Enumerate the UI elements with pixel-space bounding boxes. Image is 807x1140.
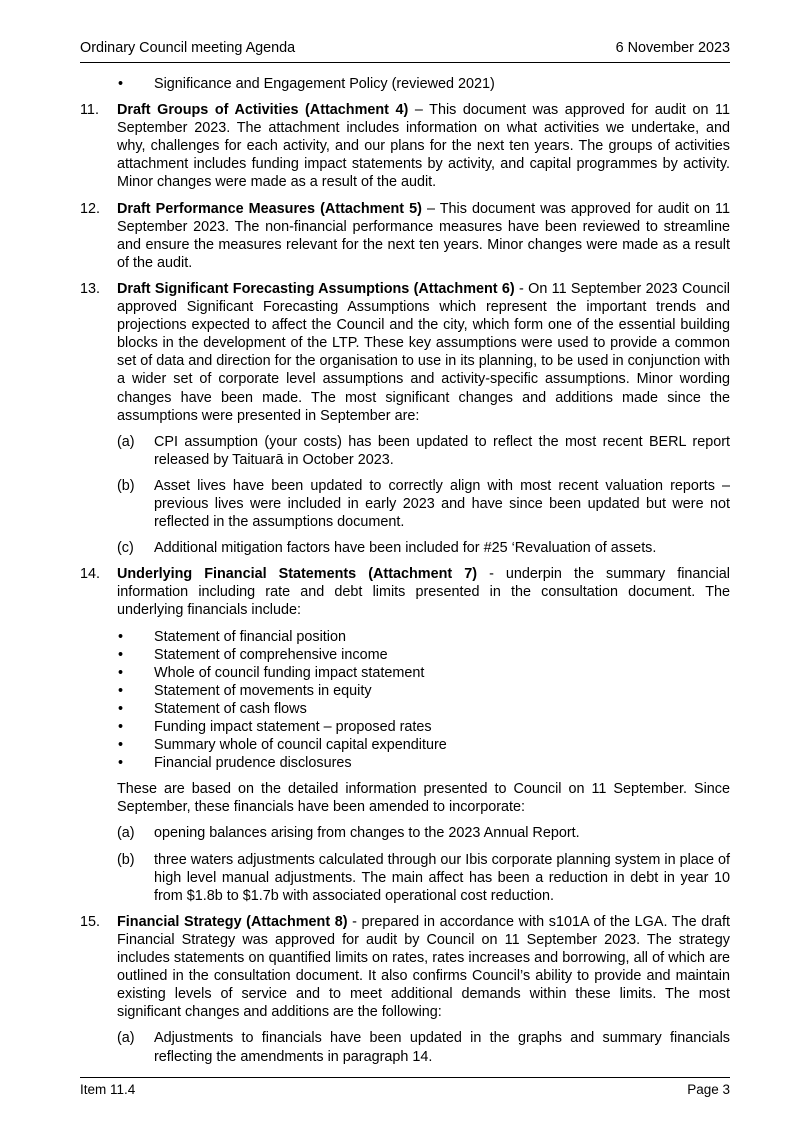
list-item: • Statement of comprehensive income (118, 646, 388, 663)
header-title: Ordinary Council meeting Agenda (80, 40, 296, 56)
sub-item-letter: (b) (117, 477, 135, 494)
paragraph-number: 15. (80, 913, 101, 930)
paragraph-text: – This document was approved for audit on 11 September 2023. The non-financial performance measures have been reviewed to streamline and ensure the measures relevant for the next ten years. Minor changes were made as a result of the audit. (117, 200, 730, 271)
bullet-icon: • (118, 755, 124, 772)
paragraph-14 (80, 565, 730, 619)
list-item: • Statement of financial position (118, 628, 346, 645)
header-divider (80, 62, 730, 63)
sub-item (80, 824, 730, 842)
list-item: • Summary whole of council capital expenditure (118, 737, 447, 754)
page-header (80, 40, 730, 60)
header-date: 6 November 2023 (615, 40, 730, 56)
sub-item-text: CPI assumption (your costs) has been updated to reflect the most recent BERL report released by Taituarā in October 2023. (154, 433, 730, 468)
paragraph-heading: Underlying Financial Statements (Attachment 7) (117, 566, 478, 583)
page-footer (80, 1082, 730, 1102)
bullet-icon: • (118, 76, 124, 92)
list-item: • Financial prudence disclosures (118, 755, 352, 772)
sub-item-text: Adjustments to financials have been updated in the graphs and summary financials reflecting the amendments in paragraph 14. (154, 1030, 730, 1065)
list-item: • Funding impact statement – proposed rates (118, 719, 432, 735)
paragraph-13 (80, 280, 730, 425)
bullet-icon: • (118, 628, 124, 645)
sub-item-text: Asset lives have been updated to correctly align with most recent valuation reports – previous lives were included in early 2023 and have since been updated but were not reflected in the assumptions document. (154, 477, 730, 531)
paragraph-heading: Financial Strategy (Attachment 8) (117, 913, 348, 930)
paragraph-12 (80, 200, 730, 272)
sub-item-letter: (a) (117, 433, 135, 450)
paragraph-heading: Draft Groups of Activities (Attachment 4) (117, 102, 409, 119)
list-item: • Significance and Engagement Policy (reviewed 2021) (118, 76, 495, 92)
footer-item-label: Item 11.4 (80, 1082, 136, 1097)
bullet-icon: • (118, 700, 124, 717)
sub-item (80, 851, 730, 905)
paragraph-15 (80, 913, 730, 1022)
sub-item-letter: (a) (117, 825, 135, 842)
paragraph-text: - On 11 September 2023 Council approved Significant Forecasting Assumptions which represent the important trends and projections expected to affect the Council and the city, which form one of the essential building blocks in the development of the LTP. These key assumptions were used to provide a common set of data and direction for the organisation to use in its planning, to be used in conjunction with a wider set of corporate level assumptions and activity-specific assumptions. Minor wording changes have been made. The most significant changes and additions made since the assumptions were presented in September are: (117, 280, 730, 424)
financials-bullet-list (80, 628, 730, 773)
paragraph-number: 11. (80, 102, 99, 119)
footer-page-number: Page 3 (687, 1082, 730, 1097)
paragraph-text: - underpin the summary financial information including rate and debt limits presented in the consultation document. The underlying financials include: (117, 566, 731, 619)
sub-item-text: Additional mitigation factors have been included for #25 ‘Revaluation of assets. (154, 540, 657, 557)
list-item: • Whole of council funding impact statement (118, 664, 425, 681)
list-item: • Statement of cash flows (118, 700, 307, 717)
bullet-icon: • (118, 719, 124, 735)
paragraph-14-note: These are based on the detailed information presented to Council on 11 September. Since September, these financials have been amended to incorporate: (117, 781, 730, 816)
sub-item-text: three waters adjustments calculated through our Ibis corporate planning system in place of high level manual adjustments. The main affect has been a reduction in debt in year 10 from $1.8b to $1.7b with associated operational cost reduction. (154, 851, 730, 904)
paragraph-text: – This document was approved for audit on 11 September 2023. The attachment includes information on what activities we undertake, and why, challenges for each activity, and our plans for the next ten years. The groups of activities attachment includes funding impact statements by activity, and capital programmes by activity. Minor changes were made as a result of the audit. (117, 102, 730, 191)
bullet-icon: • (118, 646, 124, 663)
paragraph-number: 13. (80, 280, 101, 297)
sub-item (80, 1029, 730, 1065)
document-body (80, 75, 730, 1074)
sub-item (80, 539, 730, 557)
sub-item-text: opening balances arising from changes to the 2023 Annual Report. (154, 825, 580, 842)
list-item: • Statement of movements in equity (118, 682, 372, 699)
paragraph-heading: Draft Significant Forecasting Assumptions (Attachment 6) (117, 280, 515, 297)
paragraph-heading: Draft Performance Measures (Attachment 5) (117, 200, 422, 217)
bullet-icon: • (118, 737, 124, 754)
sub-item (80, 477, 730, 531)
sub-item-letter: (a) (117, 1030, 135, 1047)
sub-item (80, 433, 730, 469)
paragraph-text: - prepared in accordance with s101A of the LGA. The draft Financial Strategy was approved for audit by Council on 11 September 2023. The strategy includes statements on quantified limits on rates, rates increases and borrowing, all of which are outlined in the consultation document. It also confirms Council’s ability to provide and maintain existing levels of service and to meet additional demands within these limits. The most significant changes and additions are the following: (117, 913, 730, 1021)
bullet-icon: • (118, 682, 124, 699)
paragraph-11 (80, 101, 730, 191)
sub-item-letter: (b) (117, 851, 135, 868)
paragraph-number: 14. (80, 566, 101, 583)
footer-divider (80, 1077, 730, 1078)
sub-item-letter: (c) (117, 540, 134, 557)
top-bullet-list (80, 75, 730, 93)
paragraph-number: 12. (80, 200, 101, 217)
bullet-icon: • (118, 664, 124, 681)
